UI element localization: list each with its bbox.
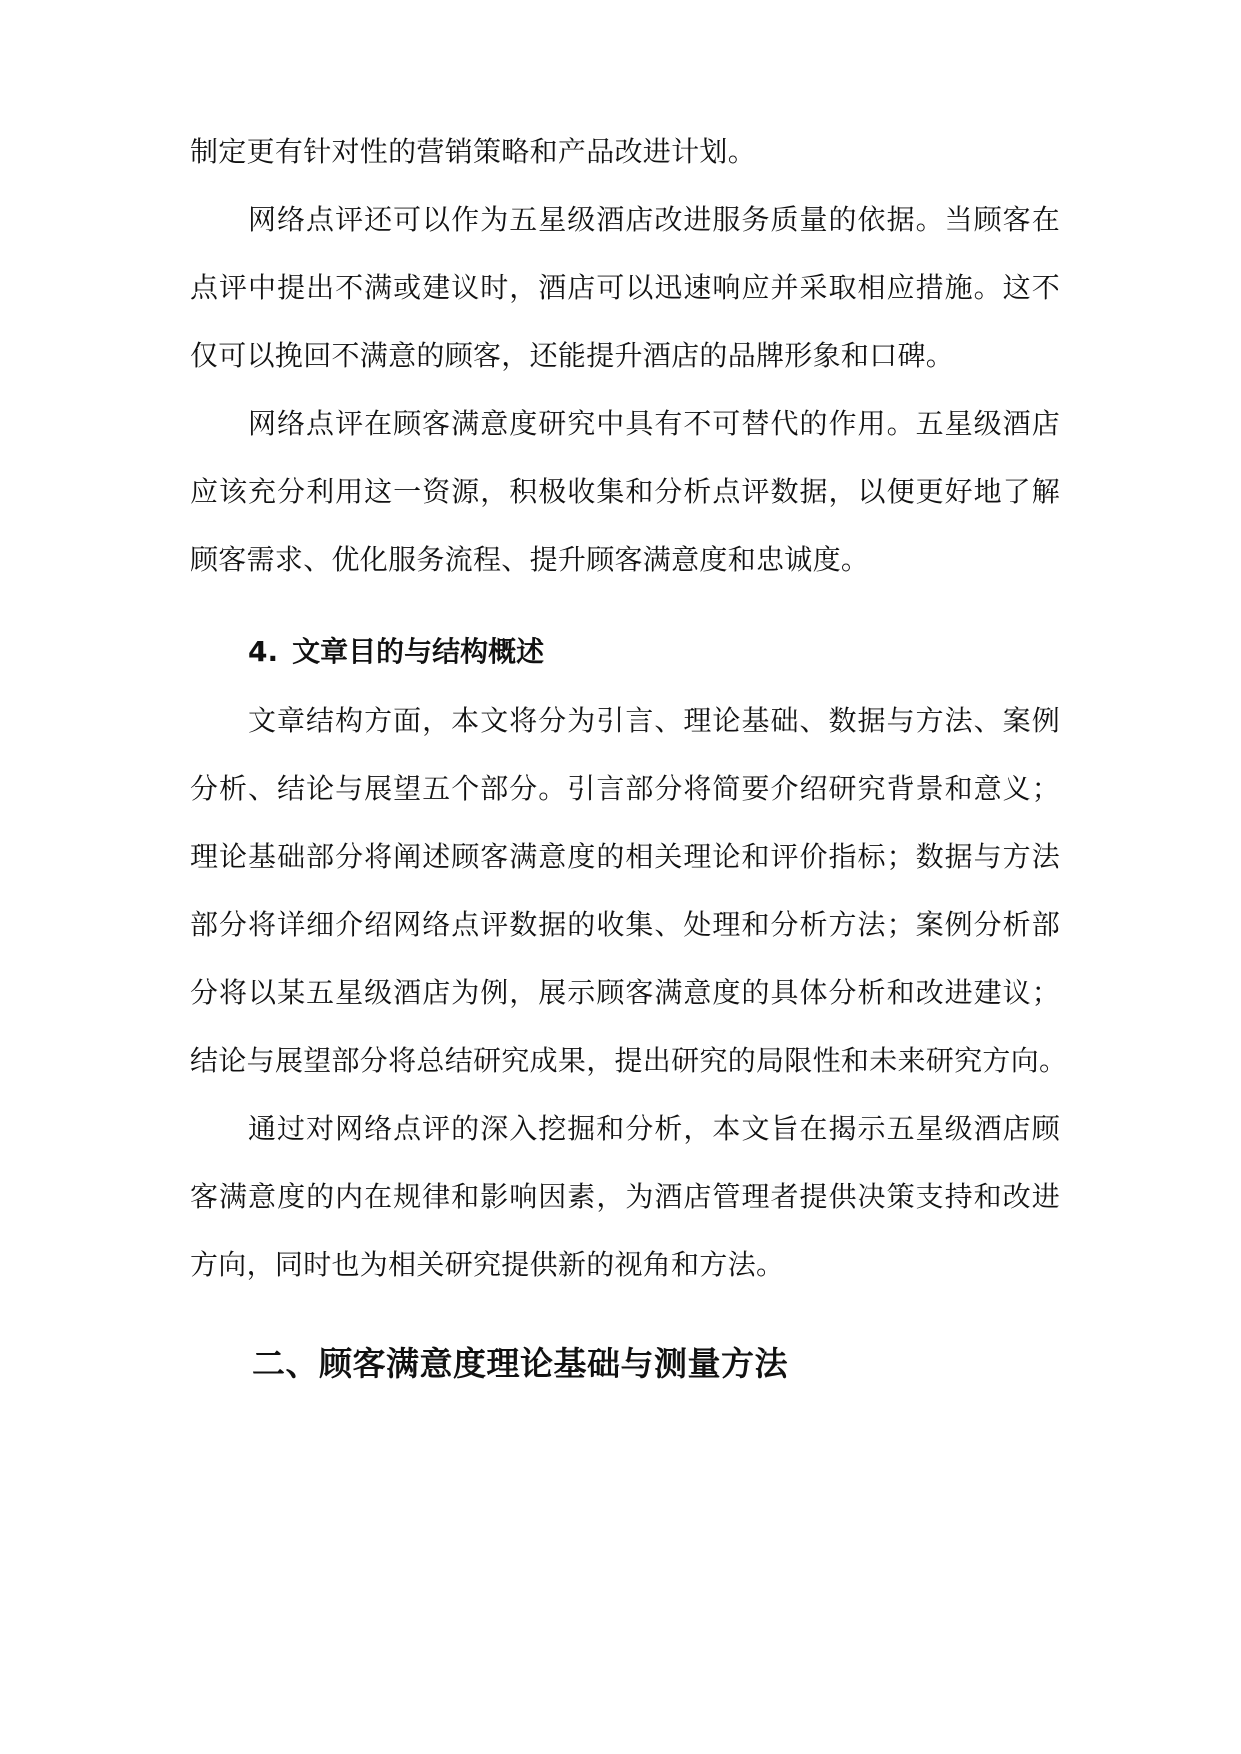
paragraph-line: 理论基础部分将阐述顾客满意度的相关理论和评价指标；数据与方法 — [190, 840, 1060, 873]
paragraph-line: 文章结构方面，本文将分为引言、理论基础、数据与方法、案例 — [248, 704, 1060, 737]
paragraph-line: 部分将详细介绍网络点评数据的收集、处理和分析方法；案例分析部 — [190, 908, 1060, 941]
paragraph-line: 通过对网络点评的深入挖掘和分析，本文旨在揭示五星级酒店顾 — [248, 1112, 1060, 1145]
paragraph-line: 网络点评还可以作为五星级酒店改进服务质量的依据。当顾客在 — [248, 203, 1060, 236]
section-title: 文章目的与结构概述 — [292, 635, 545, 668]
paragraph-line: 应该充分利用这一资源，积极收集和分析点评数据，以便更好地了解 — [190, 475, 1060, 508]
paragraph-line: 网络点评在顾客满意度研究中具有不可替代的作用。五星级酒店 — [248, 407, 1060, 440]
section-heading — [248, 632, 544, 672]
paragraph-line: 方向，同时也为相关研究提供新的视角和方法。 — [190, 1248, 785, 1281]
section-number: 4. — [248, 635, 279, 668]
paragraph-line: 结论与展望部分将总结研究成果，提出研究的局限性和未来研究方向。 — [190, 1044, 1068, 1077]
paragraph-line: 仅可以挽回不满意的顾客，还能提升酒店的品牌形象和口碑。 — [190, 339, 955, 372]
paragraph-line: 分将以某五星级酒店为例，展示顾客满意度的具体分析和改进建议； — [190, 976, 1060, 1009]
paragraph-line: 客满意度的内在规律和影响因素，为酒店管理者提供决策支持和改进 — [190, 1180, 1060, 1213]
paragraph-line: 分析、结论与展望五个部分。引言部分将简要介绍研究背景和意义； — [190, 772, 1060, 805]
paragraph-line: 点评中提出不满或建议时，酒店可以迅速响应并采取相应措施。这不 — [190, 271, 1060, 304]
paragraph-line: 制定更有针对性的营销策略和产品改进计划。 — [190, 135, 757, 168]
paragraph-line: 顾客需求、优化服务流程、提升顾客满意度和忠诚度。 — [190, 543, 870, 576]
chapter-heading: 二、顾客满意度理论基础与测量方法 — [252, 1344, 788, 1383]
